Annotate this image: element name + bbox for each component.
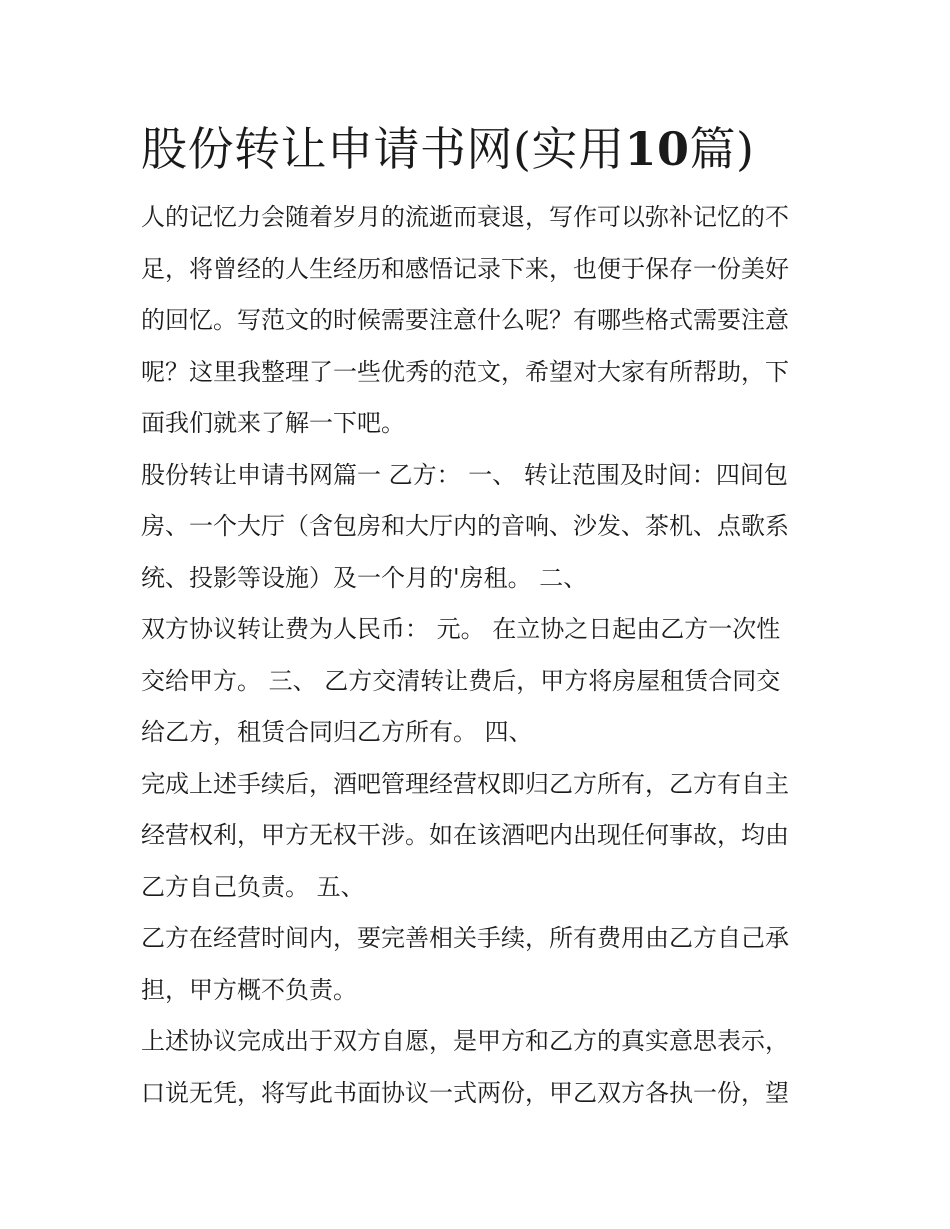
paragraph-article-2 bbox=[141, 604, 813, 759]
paragraph-line: 股份转让申请书网篇一 乙方： 一、 转让范围及时间：四间包 bbox=[141, 460, 788, 489]
paragraph-article-1 bbox=[141, 450, 813, 605]
paragraph-line: 足，将曾经的人生经历和感悟记录下来，也便于保存一份美好 bbox=[141, 254, 789, 283]
paragraph-line: 呢？这里我整理了一些优秀的范文，希望对大家有所帮助，下 bbox=[141, 357, 789, 386]
paragraph-intro bbox=[141, 192, 813, 450]
paragraph-closing bbox=[141, 1016, 813, 1119]
paragraph-line: 房、一个大厅（含包房和大厅内的音响、沙发、茶机、点歌系 bbox=[141, 512, 789, 540]
paragraph-line: 担，甲方概不负责。 bbox=[141, 975, 357, 1004]
document-body bbox=[141, 118, 813, 1119]
paragraph-line: 面我们就来了解一下吧。 bbox=[141, 409, 405, 437]
paragraph-line: 双方协议转让费为人民币： 元。 在立协之日起由乙方一次性 bbox=[141, 615, 781, 643]
paragraph-article-5 bbox=[141, 913, 813, 1016]
paragraph-line: 乙方自己负责。 五、 bbox=[141, 872, 365, 901]
paragraph-line: 的回忆。写范文的时候需要注意什么呢？有哪些格式需要注意 bbox=[141, 306, 789, 334]
paragraph-line: 乙方在经营时间内，要完善相关手续，所有费用由乙方自己承 bbox=[141, 924, 789, 952]
title-text-after: 篇) bbox=[689, 122, 755, 176]
paragraph-line: 交给甲方。 三、 乙方交清转让费后，甲方将房屋租赁合同交 bbox=[141, 666, 781, 695]
document-title bbox=[141, 118, 813, 180]
paragraph-line: 给乙方，租赁合同归乙方所有。 四、 bbox=[141, 718, 533, 746]
paragraph-line: 完成上述手续后，酒吧管理经营权即归乙方所有，乙方有自主 bbox=[141, 769, 789, 798]
paragraph-line: 统、投影等设施）及一个月的'房租。 二、 bbox=[141, 563, 588, 592]
paragraph-line: 上述协议完成出于双方自愿，是甲方和乙方的真实意思表示， bbox=[141, 1027, 789, 1055]
title-number: 10 bbox=[624, 122, 690, 176]
title-text-before: 股份转让申请书网(实用 bbox=[141, 122, 625, 176]
paragraph-line: 口说无凭，将写此书面协议一式两份，甲乙双方各执一份，望 bbox=[141, 1078, 789, 1107]
paragraph-article-4 bbox=[141, 759, 813, 914]
paragraph-line: 人的记忆力会随着岁月的流逝而衰退，写作可以弥补记忆的不 bbox=[141, 203, 789, 231]
paragraph-line: 经营权利，甲方无权干涉。如在该酒吧内出现任何事故，均由 bbox=[141, 821, 789, 849]
